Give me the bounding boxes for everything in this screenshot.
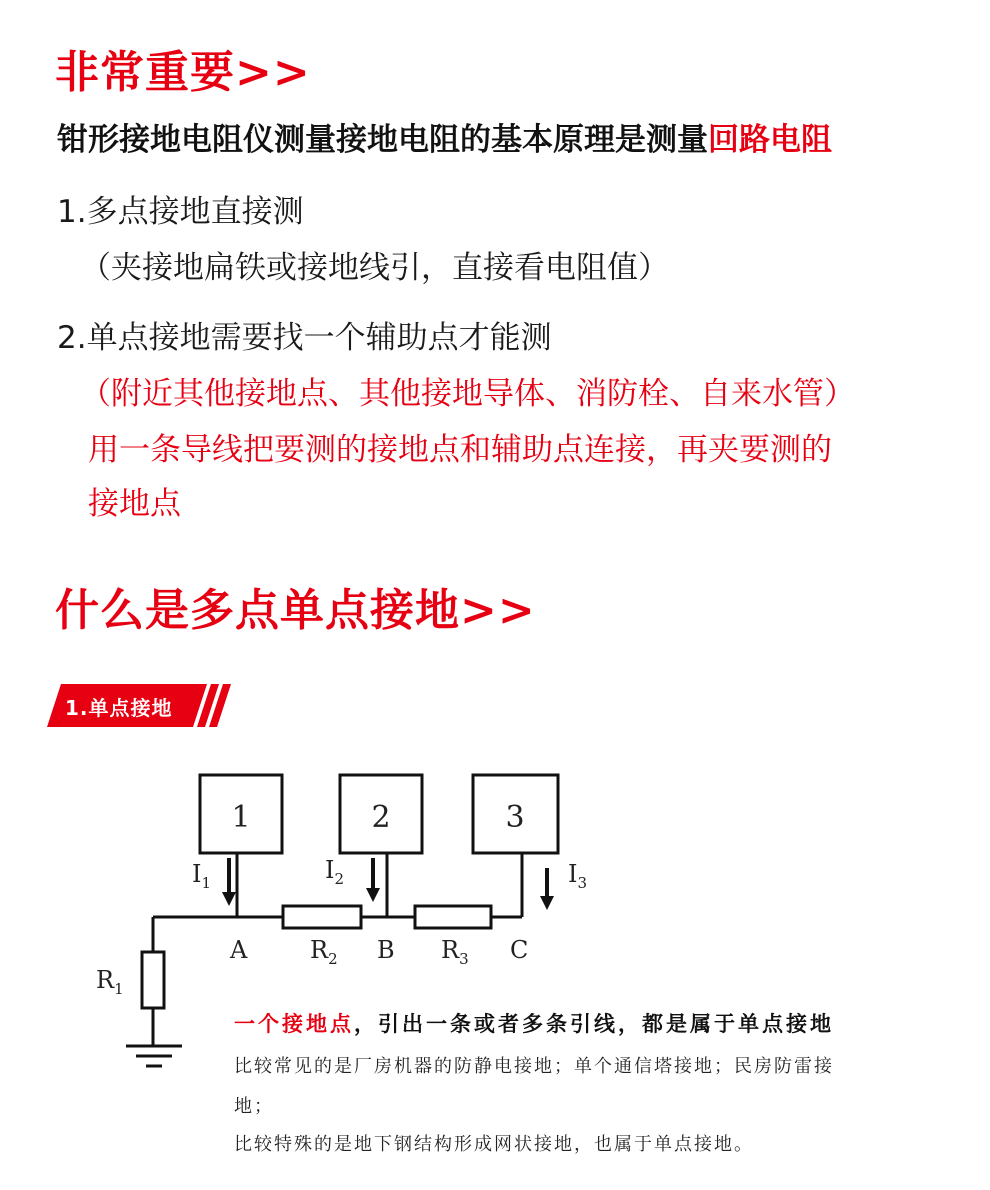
current-label-3-main: I [568, 860, 578, 888]
resistor-label-r2-main: R [310, 936, 329, 964]
resistor-r3 [415, 906, 491, 928]
box-label-2: 2 [371, 800, 391, 835]
note-heading-rest: ，引出一条或者多条引线，都是属于单点接地 [354, 1012, 834, 1036]
item-1-title: 1.多点接地直接测 [57, 194, 304, 230]
resistor-label-r3 [441, 936, 469, 968]
node-label-a: A [230, 936, 248, 964]
item-2-line-1: 用一条导线把要测的接地点和辅助点连接，再夹要测的 [88, 432, 832, 468]
note-line-3: 比较特殊的是地下钢结构形成网状接地，也属于单点接地。 [234, 1134, 754, 1155]
note-line-2: 地； [234, 1096, 274, 1117]
current-label-2-sub: 2 [334, 870, 345, 888]
node-label-c: C [510, 936, 529, 964]
ground-symbol [126, 1046, 182, 1066]
resistor-label-r1 [96, 966, 124, 998]
box-label-3: 3 [505, 800, 525, 835]
note-heading [234, 1008, 834, 1038]
note-line-1: 比较常见的是厂房机器的防静电接地；单个通信塔接地；民房防雷接 [234, 1056, 834, 1077]
node-label-b: B [377, 936, 395, 964]
section-title-grounding: 什么是多点单点接地>> [55, 585, 536, 636]
principle-subtitle [57, 114, 832, 159]
item-2-title: 2.单点接地需要找一个辅助点才能测 [57, 320, 552, 356]
current-label-3-sub: 3 [577, 874, 588, 892]
current-label-3 [568, 860, 587, 892]
note-heading-highlight: 一个接地点 [234, 1012, 354, 1036]
item-2-line-2: 接地点 [88, 486, 181, 522]
resistor-label-r2 [310, 936, 338, 968]
current-label-1 [192, 860, 211, 892]
current-label-2-main: I [325, 856, 335, 884]
resistor-r2 [283, 906, 361, 928]
box-label-1: 1 [231, 800, 251, 835]
tag-label: 1.单点接地 [65, 696, 173, 720]
item-2-note: （附近其他接地点、其他接地导体、消防栓、自来水管） [80, 376, 855, 412]
current-label-1-main: I [192, 860, 202, 888]
single-point-tag [47, 684, 232, 727]
resistor-label-r3-sub: 3 [459, 950, 469, 968]
current-label-1-sub: 1 [201, 874, 212, 892]
item-1-note: （夹接地扁铁或接地线引，直接看电阻值） [80, 250, 669, 286]
current-label-2 [325, 856, 344, 888]
resistor-r1 [142, 952, 164, 1008]
resistor-label-r1-main: R [96, 966, 115, 994]
principle-subtitle-text: 钳形接地电阻仪测量接地电阻的基本原理是测量 [57, 122, 708, 158]
principle-subtitle-highlight: 回路电阻 [708, 122, 832, 158]
resistor-label-r1-sub: 1 [114, 980, 124, 998]
resistor-label-r2-sub: 2 [328, 950, 338, 968]
resistor-label-r3-main: R [441, 936, 460, 964]
section-title-important: 非常重要>> [55, 47, 311, 98]
